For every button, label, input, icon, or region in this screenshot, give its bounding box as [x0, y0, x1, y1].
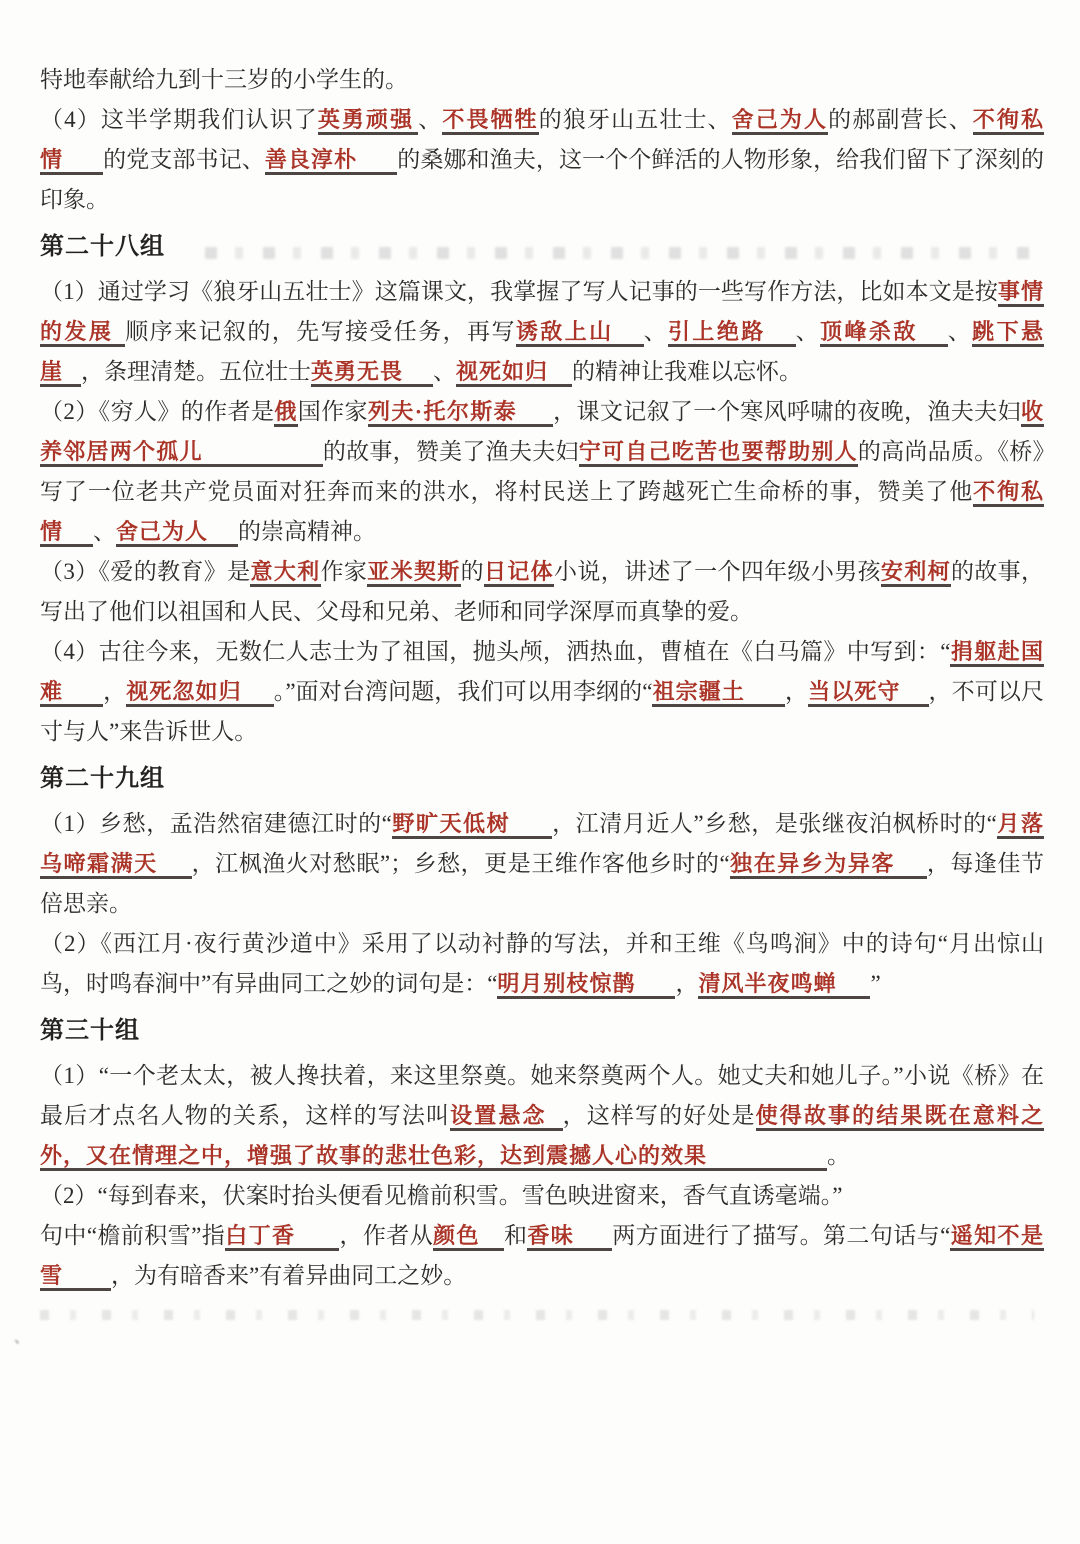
group-heading-label: 第二十九组 [40, 766, 165, 792]
answer-blank: 舍己为人 [116, 519, 238, 547]
answer-blank: 英勇无畏 [311, 359, 433, 387]
text-run: 的故事，赞美了渔夫夫妇 [322, 439, 579, 464]
text-run: ， [103, 679, 127, 704]
answer-blank: 白丁香 [225, 1223, 339, 1251]
text-run: （2）“每到春来，伏案时抬头便看见檐前积雪。雪色映进窗来，香气直诱毫端。” [40, 1183, 843, 1208]
text-run: 和 [503, 1223, 528, 1248]
answer-blank: 祖宗疆土 [652, 679, 785, 707]
answer-blank: 野旷天低树 [392, 811, 552, 839]
answer-blank: 英勇顽强 [318, 107, 418, 135]
text-run: 的桑娜和渔夫，这一个个鲜活的人物形象，给我们留下了深刻的印象。 [40, 147, 1044, 212]
answer-blank: 当以死守 [808, 679, 928, 707]
group-heading-label: 第三十组 [40, 1018, 140, 1044]
text-run: 的狼牙山五壮士、 [538, 107, 732, 132]
text-run: 。 [827, 1143, 851, 1168]
answer-blank: 诱敌上山 [516, 319, 644, 347]
text-run: 小说，讲述了一个四年级小男孩 [554, 559, 881, 584]
paragraph [40, 60, 1044, 100]
paragraph [40, 552, 1044, 632]
answer-blank: 月落乌啼霜满天 [40, 811, 1044, 879]
text-run: 顺序来记叙的，先写接受任务，再写 [125, 319, 516, 344]
text-run: 的精神让我难以忘怀。 [572, 359, 803, 384]
answer-blank: 善良淳朴 [265, 147, 397, 175]
text-run: 、 [795, 319, 821, 344]
paragraph [40, 272, 1044, 392]
group-heading [40, 759, 1044, 799]
text-run: ” [870, 971, 881, 996]
faded-text-artifact [40, 1310, 1034, 1320]
text-run: 、 [643, 319, 668, 344]
answer-blank: 独在异乡为异客 [730, 851, 927, 879]
text-run: ，江清月近人”乡愁，是张继夜泊枫桥时的“ [552, 811, 997, 836]
paragraph [40, 924, 1044, 1004]
text-run: 句中“檐前积雪”指 [40, 1223, 226, 1248]
answer-blank: 列夫·托尔斯泰 [368, 399, 553, 427]
answer-blank: 亚米契斯 [367, 559, 460, 587]
answer-blank: 捐躯赴国难 [40, 639, 1044, 707]
document-content [40, 60, 1044, 1320]
answer-blank: 安利柯 [881, 559, 951, 587]
answer-blank: 跳下悬崖 [40, 319, 1044, 387]
text-run: 、 [947, 319, 973, 344]
group-heading [40, 1011, 1044, 1051]
answer-blank: 意大利 [250, 559, 320, 587]
text-run: 国作家 [297, 399, 368, 424]
paragraph [40, 1176, 1044, 1296]
text-run: （1）通过学习《狼牙山五壮士》这篇课文，我掌握了写人记事的一些写作方法，比如本文是按 [40, 279, 998, 304]
paragraph [40, 632, 1044, 752]
text-run: 、 [418, 107, 443, 132]
text-run: （2）《西江月·夜行黄沙道中》采用了以动衬静的写法，并和王维《鸟鸣涧》中的诗句“月出惊山鸟，时鸣春涧中”有异曲同工之妙的词句是：“ [40, 931, 1044, 996]
paragraph [40, 392, 1044, 552]
text-run: （1）乡愁，孟浩然宿建德江时的“ [40, 811, 392, 836]
text-run: 两方面进行了描写。第二句话与“ [612, 1223, 951, 1248]
paragraph [40, 1056, 1044, 1176]
answer-blank: 视死忽如归 [126, 679, 274, 707]
text-run: 的 [460, 559, 484, 584]
text-run: 的郝副营长、 [828, 107, 973, 132]
text-run: ，为有暗香来”有着异曲同工之妙。 [111, 1263, 467, 1288]
answer-blank: 宁可自己吃苦也要帮助别人 [579, 439, 858, 467]
text-run: 。”面对台湾问题，我们可以用李纲的“ [273, 679, 653, 704]
text-run: 特地奉献给九到十三岁的小学生的。 [40, 67, 408, 92]
answer-blank: 明月别枝惊鹊 [497, 971, 675, 999]
text-run: 、 [93, 519, 117, 544]
text-run: 的党支部书记、 [103, 147, 265, 172]
text-run: 作家 [320, 559, 368, 584]
answer-blank: 不畏牺牲 [442, 107, 538, 135]
text-run: （1）“一个老太太，被人搀扶着，来这里祭奠。她来祭奠两个人。她丈夫和她儿子。”小说《桥》在最后才点名人物的关系，这样的写法叫 [40, 1063, 1044, 1128]
paragraph [40, 100, 1044, 220]
text-run: ， [675, 971, 699, 996]
text-run: （3）《爱的教育》是 [40, 559, 251, 584]
answer-blank: 不徇私情 [40, 107, 1044, 175]
answer-blank: 收养邻居两个孤儿 [40, 399, 1044, 467]
text-run: ，江枫渔火对愁眠”；乡愁，更是王维作客他乡时的“ [191, 851, 730, 876]
answer-blank: 引上绝路 [668, 319, 796, 347]
text-run: 的高尚品质。《桥》写了一位老共产党员面对狂奔而来的洪水，将村民送上了跨越死亡生命桥的事，赞美了他 [40, 439, 1044, 504]
answer-blank: 顶峰杀敌 [820, 319, 948, 347]
answer-blank: 设置悬念 [450, 1103, 563, 1131]
answer-blank: 颜色 [433, 1223, 504, 1251]
text-run: ，每逢佳节倍思亲。 [40, 851, 1044, 916]
text-run: （4）古往今来，无数仁人志士为了祖国，抛头颅，洒热血，曹植在《白马篇》中写到：“ [40, 639, 951, 664]
text-run: （2）《穷人》的作者是 [40, 399, 275, 424]
text-run: 的故事，写出了他们以祖国和人民、父母和兄弟、老师和同学深厚而真挚的爱。 [40, 559, 1044, 624]
text-run: ，作者从 [339, 1223, 434, 1248]
text-run: ，这样写的好处是 [562, 1103, 756, 1128]
answer-blank: 视死如归 [456, 359, 572, 387]
answer-blank: 香味 [527, 1223, 612, 1251]
answer-blank: 遥知不是雪 [40, 1223, 1044, 1291]
answer-blank: 使得故事的结果既在意料之外，又在情理之中，增强了故事的悲壮色彩，达到震撼人心的效果 [40, 1103, 1044, 1171]
text-run: ， [785, 679, 809, 704]
paragraph [40, 804, 1044, 924]
answer-blank: 事情的发展 [40, 279, 1044, 347]
answer-blank: 舍己为人 [732, 107, 828, 135]
answer-blank: 不徇私情 [40, 479, 1044, 547]
text-run: ，条理清楚。五位壮士 [81, 359, 312, 384]
answer-blank: 日记体 [484, 559, 554, 587]
answer-blank: 清风半夜鸣蝉 [698, 971, 870, 999]
text-run: ，不可以尺寸与人”来告诉世人。 [40, 679, 1044, 744]
answer-blank: 俄 [274, 399, 297, 427]
text-run: 、 [433, 359, 457, 384]
faded-text-artifact [205, 247, 1035, 259]
text-run: （4）这半学期我们认识了 [40, 107, 318, 132]
group-heading-label: 第二十八组 [40, 234, 165, 260]
text-run: ，课文记叙了一个寒风呼啸的夜晚，渔夫夫妇 [553, 399, 1021, 424]
group-heading [40, 227, 1044, 267]
text-run: 的崇高精神。 [238, 519, 377, 544]
